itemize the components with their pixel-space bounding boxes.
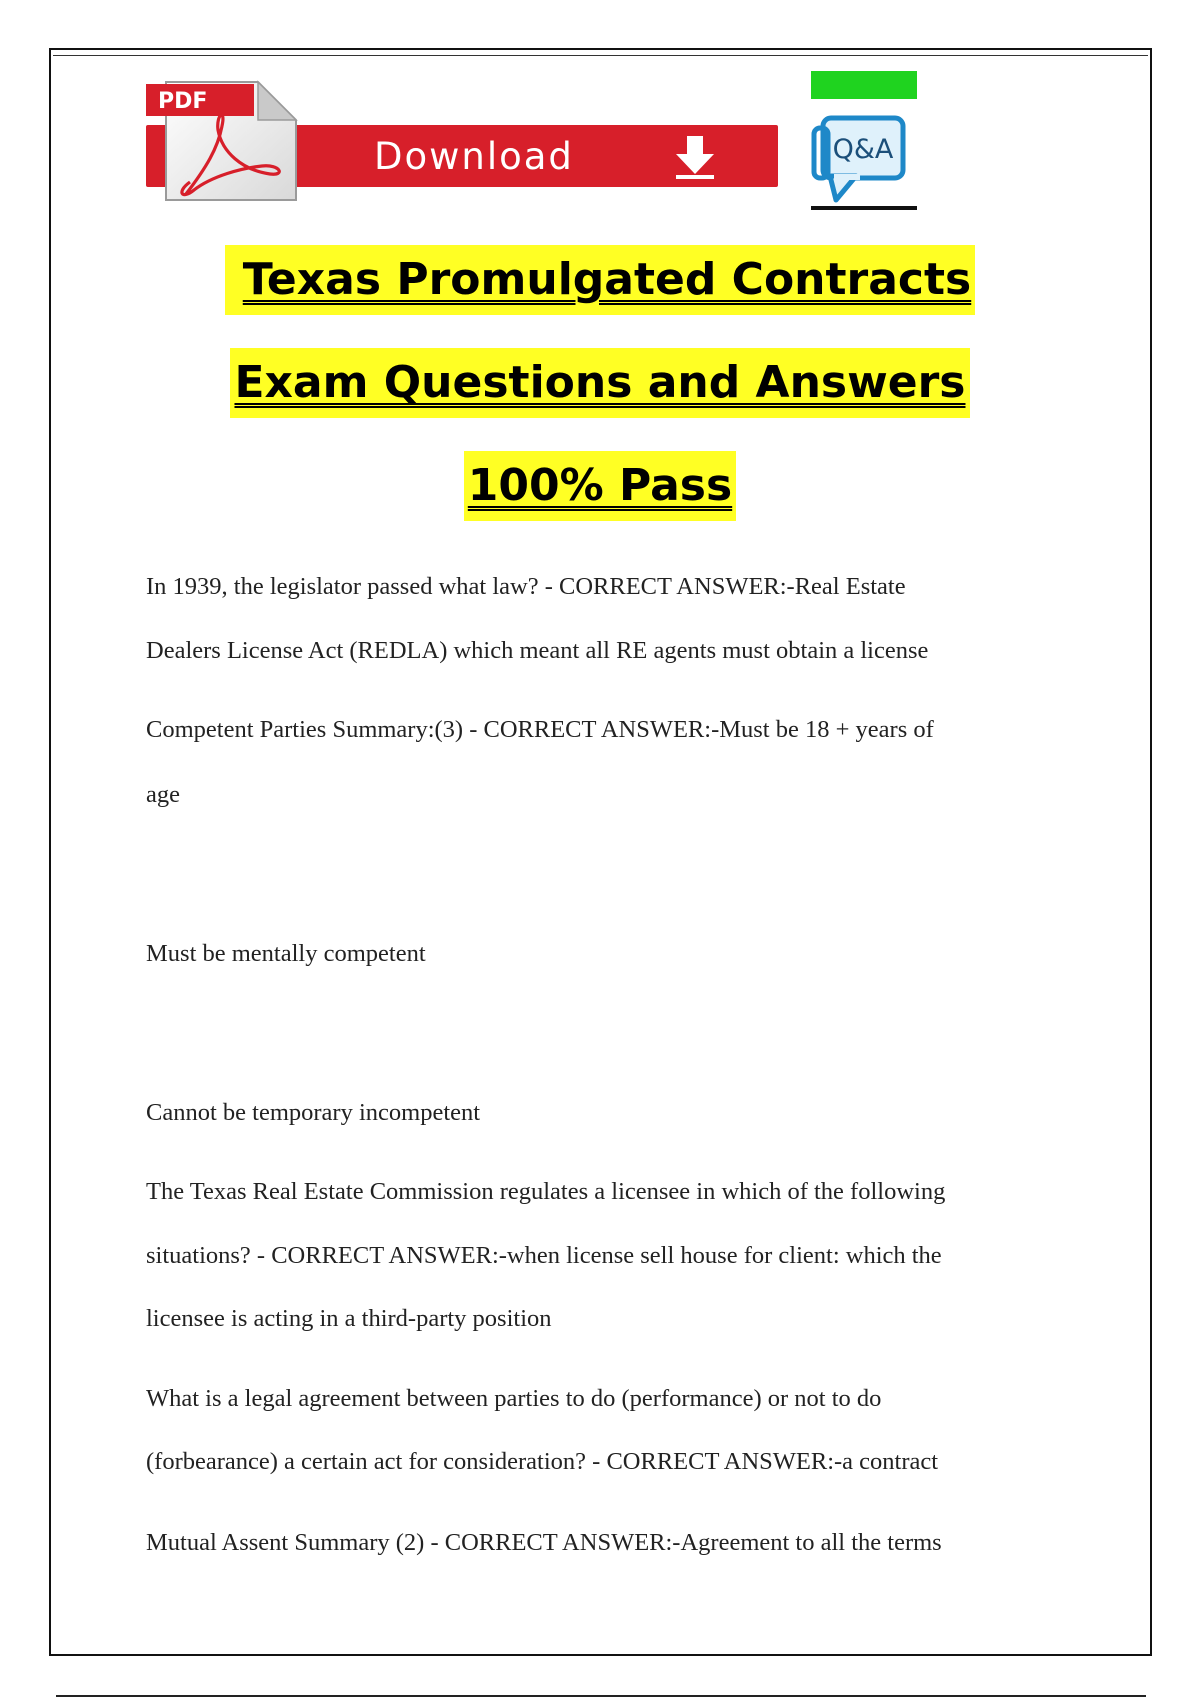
text-line: Competent Parties Summary:(3) - CORRECT ANSWER:-Must be 18 + years of <box>146 716 934 743</box>
text-line: In 1939, the legislator passed what law? - CORRECT ANSWER:-Real Estate <box>146 573 906 600</box>
pdf-badge: PDF <box>158 89 208 114</box>
pdf-document-icon <box>146 78 306 202</box>
qa-label: Q&A <box>832 134 894 165</box>
text-line: age <box>146 781 180 808</box>
text-line: The Texas Real Estate Commission regulates a licensee in which of the following <box>146 1178 946 1205</box>
qa-chat-icon <box>810 70 918 212</box>
text-line: Dealers License Act (REDLA) which meant all RE agents must obtain a license <box>146 637 929 664</box>
title-line-3: 100% Pass <box>0 451 1200 554</box>
download-arrow-icon <box>672 134 718 180</box>
text-line: Must be mentally competent <box>146 940 426 967</box>
title-line-1: Texas Promulgated Contracts <box>0 245 1200 348</box>
text-line: (forbearance) a certain act for consideration? - CORRECT ANSWER:-a contract <box>146 1448 939 1475</box>
top-rule <box>53 55 1148 56</box>
bottom-rule <box>56 1695 1146 1697</box>
text-line: What is a legal agreement between parties to do (performance) or not to do <box>146 1385 882 1412</box>
document-title <box>0 245 1200 554</box>
download-label: Download <box>374 135 574 178</box>
text-line: licensee is acting in a third-party position <box>146 1305 552 1332</box>
pdf-download-banner[interactable] <box>146 78 778 202</box>
text-line: Cannot be temporary incompetent <box>146 1099 481 1126</box>
text-line: Mutual Assent Summary (2) - CORRECT ANSWER:-Agreement to all the terms <box>146 1529 942 1556</box>
title-line-2: Exam Questions and Answers <box>0 348 1200 451</box>
text-line: situations? - CORRECT ANSWER:-when license sell house for client: which the <box>146 1242 942 1269</box>
